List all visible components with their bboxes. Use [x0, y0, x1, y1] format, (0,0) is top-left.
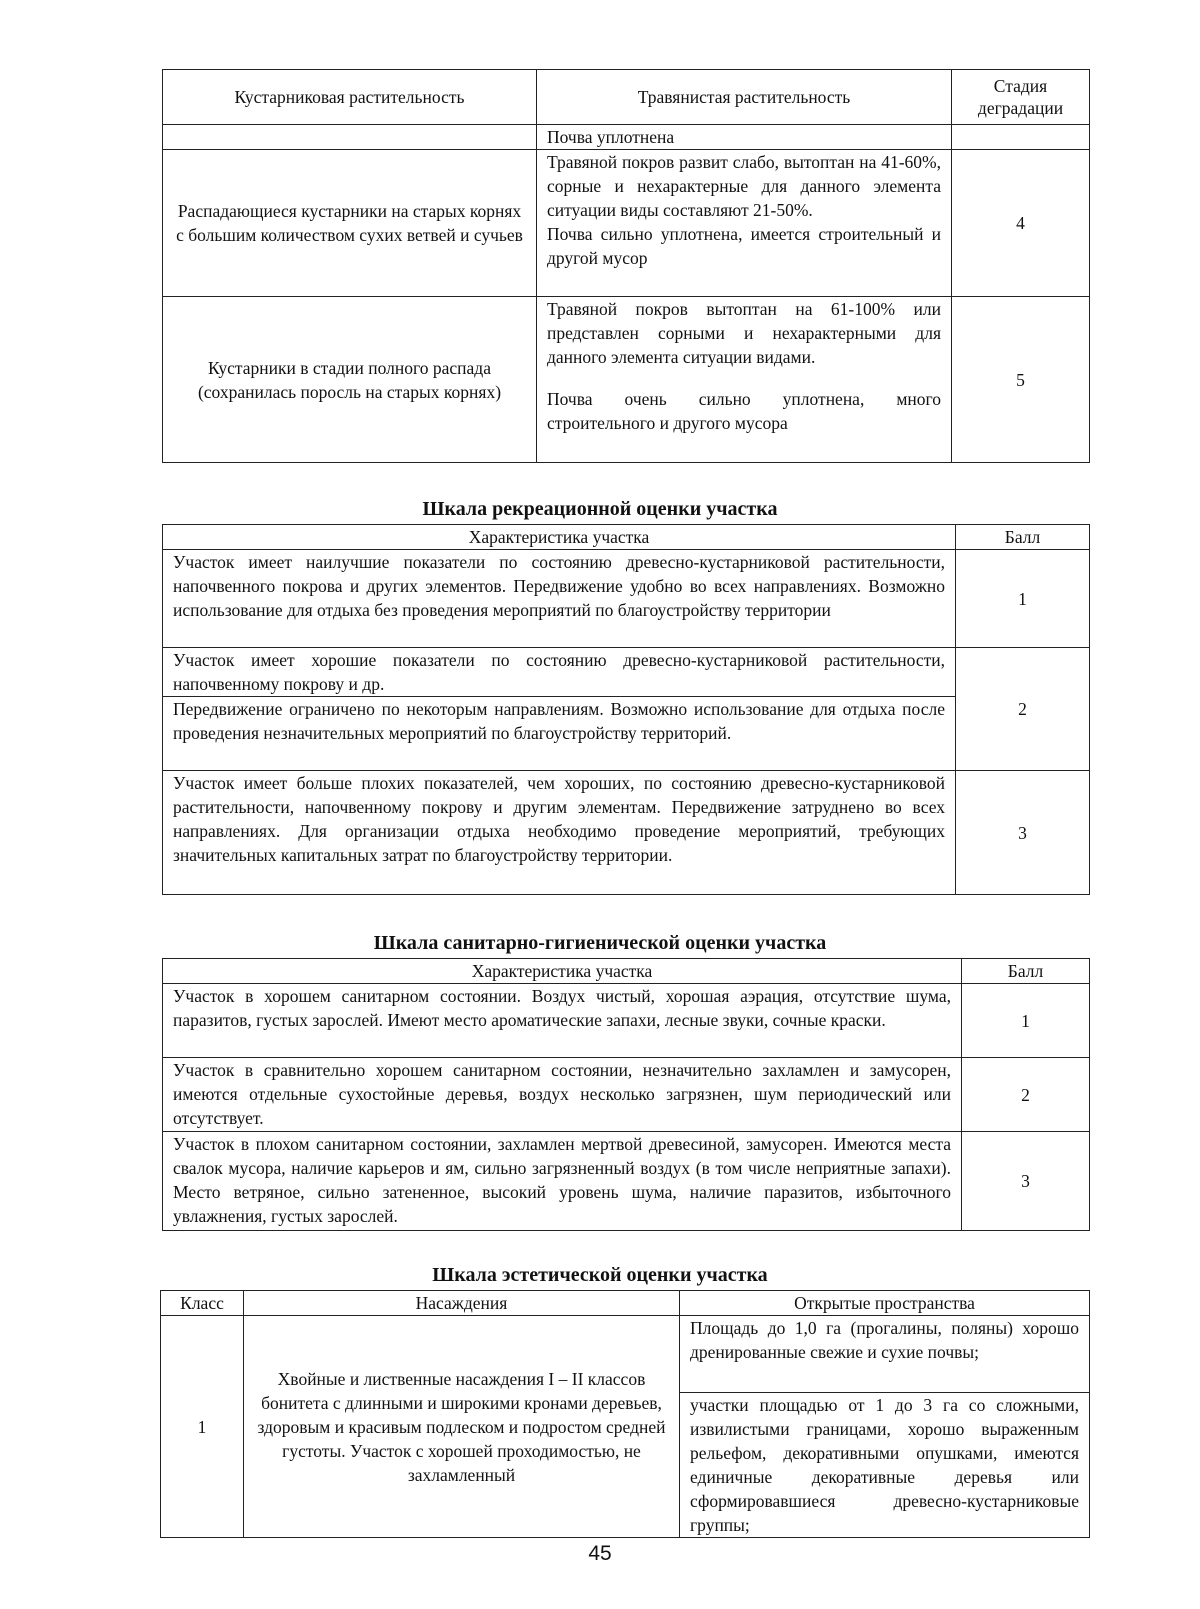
shrub-cell — [163, 125, 537, 150]
table-header-row — [163, 70, 1090, 125]
header-class: Класс — [161, 1291, 244, 1316]
header-characteristic: Характеристика участка — [163, 525, 956, 550]
degradation-table-block — [162, 69, 1089, 463]
score-cell: 2 — [962, 1058, 1090, 1132]
stage-cell: 5 — [952, 297, 1090, 463]
characteristic-cell: Участок в сравнительно хорошем санитарном состоянии, незначительно захламлен и замусорен, имеются отдельные сухостойные деревья, воздух несколько загрязнен, шум периодический или отсутствует. — [163, 1058, 962, 1132]
score-cell: 3 — [962, 1132, 1090, 1231]
score-cell: 3 — [956, 771, 1090, 895]
table-row — [163, 984, 1090, 1058]
header-stage: Стадия деградации — [952, 70, 1090, 125]
table-row — [163, 125, 1090, 150]
grass-cell — [537, 150, 952, 297]
recreation-table — [162, 524, 1090, 895]
characteristic-cell: Участок в хорошем санитарном состоянии. Воздух чистый, хорошая аэрация, отсутствие шума, паразитов, густых зарослей. Имеют место ароматические запахи, лесные звуки, сочные краски. — [163, 984, 962, 1058]
header-score: Балл — [962, 959, 1090, 984]
table-row — [163, 297, 1090, 463]
table-row — [163, 771, 1090, 895]
grass-cell — [537, 297, 952, 463]
sanitary-title: Шкала санитарно-гигиенической оценки участка — [373, 932, 827, 954]
page-number: 45 — [588, 1542, 612, 1565]
header-shrub: Кустарниковая растительность — [163, 70, 537, 125]
table-row — [163, 697, 1090, 771]
sanitary-table — [162, 958, 1090, 1231]
characteristic-cell: Участок имеет хорошие показатели по состоянию древесно-кустарниковой растительности, напочвенному покрову и др. — [163, 648, 956, 697]
sanitary-table-block — [162, 958, 1089, 1231]
header-characteristic: Характеристика участка — [163, 959, 962, 984]
score-cell: 2 — [956, 648, 1090, 771]
shrub-cell: Распадающиеся кустарники на старых корнях с большим количеством сухих ветвей и сучьев — [163, 150, 537, 297]
plantings-cell: Хвойные и лиственные насаждения I – II классов бонитета с длинными и широкими кронами деревьев, здоровым и красивым подлеском и подростом средней густоты. Участок с хорошей проходимостью, не захламленный — [244, 1316, 680, 1538]
grass-text: Травяной покров вытоптан на 61-100% или представлен сорными и нехарактерными для данного элемента ситуации видами. — [547, 299, 941, 367]
soil-text: Почва сильно уплотнена, имеется строительный и другой мусор — [547, 224, 941, 268]
table-row — [163, 1058, 1090, 1132]
table-row — [163, 1132, 1090, 1231]
table-row — [163, 150, 1090, 297]
characteristic-cell: Участок в плохом санитарном состоянии, захламлен мертвой древесиной, замусорен. Имеются места свалок мусора, наличие карьеров и ям, сильно загрязненный воздух (в том числе неприятные запахи). Место ветряное, сильно затененное, высокий уровень шума, наличие паразитов, избыточного увлажнения, густых зарослей. — [163, 1132, 962, 1231]
open-space-cell: участки площадью от 1 до 3 га со сложными, извилистыми границами, хорошо выраженным рельефом, декоративными опушками, имеются единичные декоративные деревья или сформировавшиеся древесно-кустарниковые группы; — [680, 1393, 1090, 1538]
table-header-row — [163, 959, 1090, 984]
table-row — [163, 648, 1090, 697]
soil-text: Почва очень сильно уплотнена, много строительного и другого мусора — [547, 389, 941, 433]
header-grass: Травянистая растительность — [537, 70, 952, 125]
table-row — [161, 1316, 1090, 1393]
aesthetic-title: Шкала эстетической оценки участка — [432, 1264, 768, 1286]
shrub-cell: Кустарники в стадии полного распада (сохранилась поросль на старых корнях) — [163, 297, 537, 463]
aesthetic-table — [160, 1290, 1090, 1538]
table-row — [163, 550, 1090, 648]
grass-text: Травяной покров развит слабо, вытоптан на 41-60%, сорные и нехарактерные для данного элемента ситуации виды составляют 21-50%. — [547, 152, 941, 220]
characteristic-cell: Участок имеет наилучшие показатели по состоянию древесно-кустарниковой растительности, напочвенного покрова и других элементов. Передвижение удобно во всех направлениях. Возможно использование для отдыха без проведения мероприятий по благоустройству территории — [163, 550, 956, 648]
aesthetic-table-block — [160, 1290, 1089, 1538]
characteristic-cell: Передвижение ограничено по некоторым направлениям. Возможно использование для отдыха после проведения незначительных мероприятий по благоустройству территорий. — [163, 697, 956, 771]
header-plantings: Насаждения — [244, 1291, 680, 1316]
recreation-table-block — [162, 524, 1089, 895]
score-cell: 1 — [962, 984, 1090, 1058]
grass-cell: Почва уплотнена — [537, 125, 952, 150]
characteristic-cell: Участок имеет больше плохих показателей, чем хороших, по состоянию древесно-кустарниковой растительности, напочвенному покрову и другим элементам. Передвижение затруднено во всех направлениях. Для организации отдыха необходимо проведение мероприятий, требующих значительных капитальных затрат по благоустройству территории. — [163, 771, 956, 895]
table-header-row — [163, 525, 1090, 550]
recreation-title: Шкала рекреационной оценки участка — [422, 498, 778, 520]
stage-cell: 4 — [952, 150, 1090, 297]
table-header-row — [161, 1291, 1090, 1316]
class-cell: 1 — [161, 1316, 244, 1538]
score-cell: 1 — [956, 550, 1090, 648]
header-open-spaces: Открытые пространства — [680, 1291, 1090, 1316]
degradation-table — [162, 69, 1090, 463]
stage-cell — [952, 125, 1090, 150]
open-space-cell: Площадь до 1,0 га (прогалины, поляны) хорошо дренированные свежие и сухие почвы; — [680, 1316, 1090, 1393]
header-score: Балл — [956, 525, 1090, 550]
